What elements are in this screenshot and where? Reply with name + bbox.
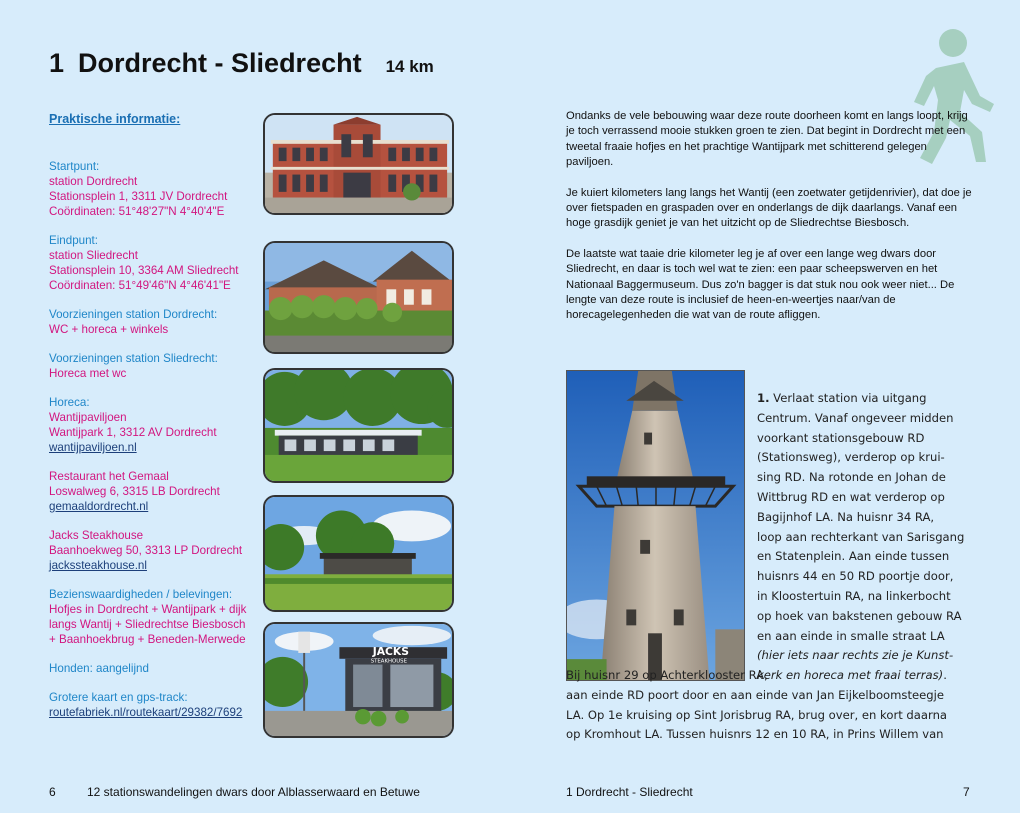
gemaal-line: Restaurant het Gemaal <box>49 470 169 483</box>
route-line <box>757 646 979 666</box>
dogs-info <box>49 661 259 676</box>
end-line: Stationsplein 10, 3364 AM Sliedrecht <box>49 264 239 277</box>
photo-station-sliedrecht <box>263 241 454 354</box>
route-number: 1 <box>49 48 65 78</box>
photo-windmill <box>566 370 745 681</box>
jacks-sign-sub: STEAKHOUSE <box>370 658 407 665</box>
route-line: op Kromhout LA. Tussen huisnrs 12 en 10 RA, in Prins Willem van <box>566 727 944 742</box>
route-title: Dordrecht - Sliedrecht <box>78 48 362 78</box>
facilities-sliedrecht-label: Voorzieningen station Sliedrecht: <box>49 352 218 365</box>
practical-info <box>49 112 259 734</box>
start-label: Startpunt: <box>49 160 100 173</box>
jacks-line: Baanhoekweg 50, 3313 LP Dordrecht <box>49 544 243 557</box>
facilities-dordrecht-label: Voorzieningen station Dordrecht: <box>49 308 218 321</box>
photo-wantijpaviljoen <box>263 368 454 483</box>
horeca-gemaal <box>49 469 259 514</box>
horeca-line: Wantijpaviljoen <box>49 411 127 424</box>
sights-line: Hofjes in Dordrecht + Wantijpark + dijk <box>49 603 247 616</box>
page-title <box>49 48 434 79</box>
jacks-link[interactable]: jackssteakhouse.nl <box>49 559 147 572</box>
route-line-text: Verlaat station via uitgang <box>773 391 927 405</box>
route-line: in Kloostertuin RA, na linkerbocht <box>757 588 951 603</box>
end-line: Coördinaten: 51°49'46"N 4°46'41"E <box>49 279 231 292</box>
route-line: aan einde RD poort door en aan einde van Jan Eijkelboomsteegje <box>566 687 945 702</box>
route-italic: kerk en horeca met fraai terras) <box>757 668 944 683</box>
start-point <box>49 159 259 219</box>
map-info <box>49 690 259 720</box>
route-line: sing RD. Na rotonde en Johan de <box>757 470 946 485</box>
photo-jacks-steakhouse <box>263 622 454 738</box>
route-line: LA. Op 1e kruising op Sint Jorisbrug RA, brug over, en kort daarna <box>566 707 948 722</box>
end-label: Eindpunt: <box>49 234 98 247</box>
footer-left-title: 12 stationswandelingen dwars door Alblasserwaard en Betuwe <box>87 785 420 799</box>
route-line: en aan einde in smalle straat LA <box>757 628 945 643</box>
route-line: Centrum. Vanaf ongeveer midden <box>757 410 954 425</box>
route-line: voorkant stationsgebouw RD <box>757 430 925 445</box>
sights <box>49 587 259 647</box>
footer-right-title: 1 Dordrecht - Sliedrecht <box>566 785 693 799</box>
route-description-full <box>566 666 980 745</box>
map-label: Grotere kaart en gps-track: <box>49 691 188 704</box>
route-line: loop aan rechterkant van Sarisgang <box>757 529 965 544</box>
gemaal-line: Loswalweg 6, 3315 LB Dordrecht <box>49 485 220 498</box>
intro-paragraph: De laatste wat taaie drie kilometer leg je af over een lange weg dwars door Sliedrecht, en daar is toch wel wat te zien: een paar scheepswerven en het Nationaal Baggermuseum. Dus zo'n bagger is dat stuk nou ook weer niet... De lengte van deze route is inclusief de heen-en-weertjes naar/van de horecagelegenheden die wat van de route afliggen. <box>566 247 955 322</box>
end-line: station Sliedrecht <box>49 249 138 262</box>
footer-right-page-number: 7 <box>963 785 970 799</box>
horeca-wantij <box>49 395 259 455</box>
practical-info-heading: Praktische informatie: <box>49 112 181 126</box>
facilities-dordrecht <box>49 307 259 337</box>
route-line: Wittbrug RD en wat verderop op <box>757 489 945 504</box>
intro-paragraph: Je kuiert kilometers lang langs het Wantij (een zoetwater getijdenrivier), dat doe je over fietspaden en graspaden over en onderlangs de dijk daarlangs. Vanaf een hoge grasdijk geniet je van het uitzicht op de Sliedrechtse Biesbosch. <box>566 186 972 230</box>
intro-paragraph: Ondanks de vele bebouwing waar deze route doorheen komt en langs loopt, krijg je toch verrassend mooie stukken groen te zien. Dat begint in Dordrecht met een tweetal fraaie hofjes en het prachtige Wantijpark met schitterend gelegen paviljoen. <box>566 110 968 169</box>
route-line: Bagijnhof LA. Na huisnr 34 RA, <box>757 509 935 524</box>
route-line: Bij huisnr 29 op Achterklooster RA, <box>566 668 768 682</box>
route-line: (Stationsweg), verderop op krui- <box>757 450 945 465</box>
route-line: en Statenplein. Aan einde tussen <box>757 549 950 564</box>
start-line: station Dordrecht <box>49 175 138 188</box>
horeca-line: Wantijpark 1, 3312 AV Dordrecht <box>49 426 217 439</box>
sights-line: + Baanhoekbrug + Beneden-Merwede <box>49 633 246 646</box>
facilities-dordrecht-value: WC + horeca + winkels <box>49 323 169 336</box>
route-line: huisnrs 44 en 50 RD poortje door, <box>757 569 954 584</box>
route-distance: 14 km <box>385 57 434 76</box>
sights-line: langs Wantij + Sliedrechtse Biesbosch <box>49 618 246 631</box>
footer-left-page-number: 6 <box>49 785 56 799</box>
route-italic: (hier iets naar rechts zie je Kunst- <box>757 648 954 663</box>
step-number: 1. <box>757 391 770 405</box>
horeca-jacks <box>49 528 259 573</box>
horeca-label: Horeca: <box>49 396 90 409</box>
facilities-sliedrecht <box>49 351 259 381</box>
photo-gemaal <box>263 495 454 612</box>
start-line: Stationsplein 1, 3311 JV Dordrecht <box>49 190 228 203</box>
wantijpaviljoen-link[interactable]: wantijpaviljoen.nl <box>49 441 137 454</box>
sights-label: Bezienswaardigheden / belevingen: <box>49 588 233 601</box>
jacks-line: Jacks Steakhouse <box>49 529 144 542</box>
end-point <box>49 233 259 293</box>
intro-text <box>566 109 976 339</box>
photo-station-dordrecht <box>263 113 454 215</box>
start-line: Coördinaten: 51°48'27"N 4°40'4"E <box>49 205 225 218</box>
facilities-sliedrecht-value: Horeca met wc <box>49 367 127 380</box>
gemaal-link[interactable]: gemaaldordrecht.nl <box>49 500 149 513</box>
route-line-text: . <box>943 668 947 683</box>
jacks-sign-text: JACKS <box>372 644 410 658</box>
route-line: op hoek van bakstenen gebouw RA <box>757 608 962 623</box>
route-line <box>757 389 979 409</box>
map-link[interactable]: routefabriek.nl/routekaart/29382/7692 <box>49 706 243 719</box>
route-description-side <box>757 389 979 686</box>
dogs-value: Honden: aangelijnd <box>49 662 149 675</box>
